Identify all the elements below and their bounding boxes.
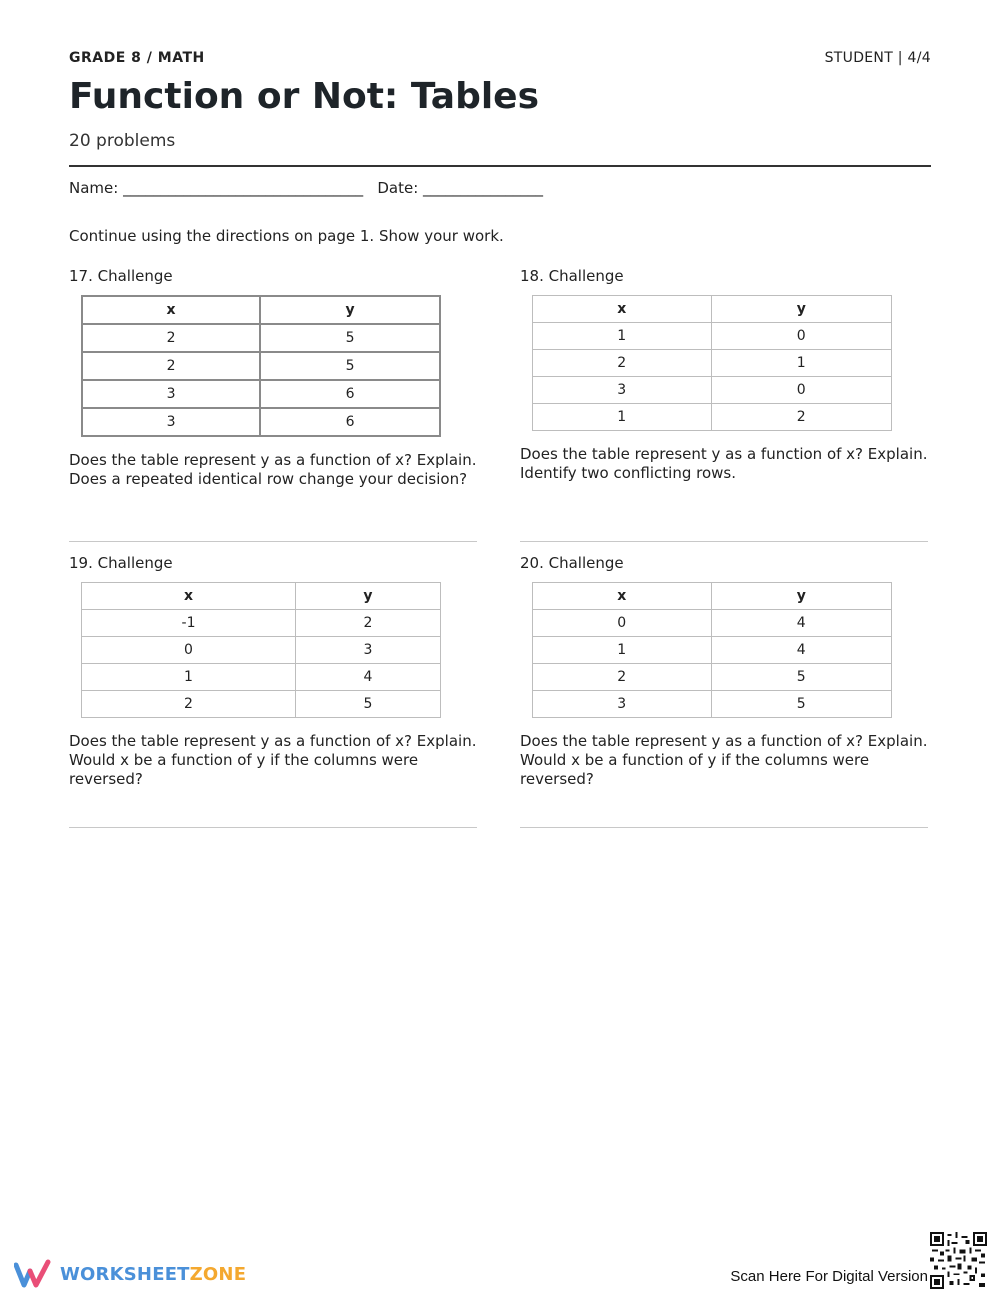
problem-label: 18. Challenge	[520, 267, 624, 285]
question-line: Does the table represent y as a function of x? Explain.	[520, 732, 928, 750]
y-cell: 6	[260, 380, 440, 408]
question-line: reversed?	[69, 770, 143, 788]
xy-table	[81, 295, 441, 437]
problem-18	[520, 267, 930, 483]
question-line: Would x be a function of y if the columns were	[520, 751, 870, 769]
column-header-x: x	[533, 296, 712, 323]
question-line: Does the table represent y as a function of x? Explain.	[69, 732, 477, 750]
x-cell: 0	[82, 637, 296, 664]
table-header-row	[533, 583, 892, 610]
x-cell: 1	[82, 664, 296, 691]
table-row	[82, 380, 440, 408]
question-line: Does the table represent y as a function of x? Explain.	[69, 451, 477, 469]
table-row	[533, 323, 892, 350]
scan-label: Scan Here For Digital Version	[730, 1268, 928, 1285]
y-cell: 5	[711, 691, 891, 718]
question-line: Does a repeated identical row change your decision?	[69, 470, 468, 488]
title-divider	[69, 165, 931, 167]
problem-label: 20. Challenge	[520, 554, 624, 572]
table-row	[82, 691, 441, 718]
y-cell: 0	[711, 377, 891, 404]
directions-text: Continue using the directions on page 1. Show your work.	[69, 227, 504, 245]
y-cell: 2	[296, 610, 441, 637]
xy-table	[81, 582, 441, 718]
worksheetzone-logo	[14, 1259, 246, 1289]
problem-label: 19. Challenge	[69, 554, 173, 572]
logo-wordmark	[60, 1264, 246, 1285]
x-cell: 2	[82, 324, 260, 352]
logo-word-zone: ZONE	[189, 1263, 247, 1285]
y-cell: 5	[296, 691, 441, 718]
problem-question	[69, 732, 479, 789]
x-cell: 3	[82, 380, 260, 408]
answer-line[interactable]	[69, 541, 477, 542]
grade-subject-label: GRADE 8 / MATH	[69, 50, 205, 66]
x-cell: 3	[533, 691, 712, 718]
x-cell: 2	[533, 664, 712, 691]
table-row	[82, 637, 441, 664]
question-line: Does the table represent y as a function of x? Explain.	[520, 445, 928, 463]
qr-code-icon[interactable]	[930, 1232, 987, 1289]
table-row	[533, 637, 892, 664]
xy-table	[532, 582, 892, 718]
x-cell: 1	[533, 637, 712, 664]
table-header-row	[82, 583, 441, 610]
y-cell: 3	[296, 637, 441, 664]
table-row	[533, 404, 892, 431]
y-cell: 5	[711, 664, 891, 691]
name-date-fields: Name: ________________________________ Date: ________________	[69, 179, 544, 197]
x-cell: -1	[82, 610, 296, 637]
table-row	[533, 610, 892, 637]
answer-line[interactable]	[69, 827, 477, 828]
y-cell: 5	[260, 324, 440, 352]
column-header-y: y	[711, 583, 891, 610]
column-header-x: x	[82, 583, 296, 610]
student-page-indicator: STUDENT | 4/4	[824, 50, 931, 66]
y-cell: 1	[711, 350, 891, 377]
question-line: Identify two conflicting rows.	[520, 464, 736, 482]
column-header-x: x	[82, 296, 260, 324]
column-header-y: y	[711, 296, 891, 323]
table-row	[82, 408, 440, 436]
x-cell: 1	[533, 404, 712, 431]
y-cell: 4	[711, 637, 891, 664]
logo-word-worksheet: WORKSHEET	[60, 1263, 190, 1285]
table-row	[533, 664, 892, 691]
page-title: Function or Not: Tables	[69, 76, 540, 117]
column-header-x: x	[533, 583, 712, 610]
problem-17	[69, 267, 479, 489]
problem-19	[69, 554, 479, 789]
y-cell: 4	[296, 664, 441, 691]
question-line: Would x be a function of y if the columns were	[69, 751, 419, 769]
x-cell: 1	[533, 323, 712, 350]
x-cell: 2	[82, 352, 260, 380]
y-cell: 0	[711, 323, 891, 350]
table-row	[533, 691, 892, 718]
problem-count: 20 problems	[69, 131, 176, 151]
x-cell: 2	[533, 350, 712, 377]
table-row	[82, 324, 440, 352]
table-row	[533, 350, 892, 377]
y-cell: 6	[260, 408, 440, 436]
problem-question	[69, 451, 479, 489]
y-cell: 5	[260, 352, 440, 380]
worksheetzone-w-logo-icon	[14, 1259, 54, 1289]
table-row	[82, 664, 441, 691]
problem-question	[520, 445, 930, 483]
x-cell: 0	[533, 610, 712, 637]
column-header-y: y	[260, 296, 440, 324]
table-row	[82, 352, 440, 380]
x-cell: 3	[82, 408, 260, 436]
xy-table	[532, 295, 892, 431]
y-cell: 4	[711, 610, 891, 637]
question-line: reversed?	[520, 770, 594, 788]
column-header-y: y	[296, 583, 441, 610]
table-row	[82, 610, 441, 637]
answer-line[interactable]	[520, 827, 928, 828]
x-cell: 2	[82, 691, 296, 718]
table-header-row	[533, 296, 892, 323]
answer-line[interactable]	[520, 541, 928, 542]
table-row	[533, 377, 892, 404]
problem-question	[520, 732, 930, 789]
problem-20	[520, 554, 930, 789]
y-cell: 2	[711, 404, 891, 431]
table-header-row	[82, 296, 440, 324]
x-cell: 3	[533, 377, 712, 404]
problem-label: 17. Challenge	[69, 267, 173, 285]
